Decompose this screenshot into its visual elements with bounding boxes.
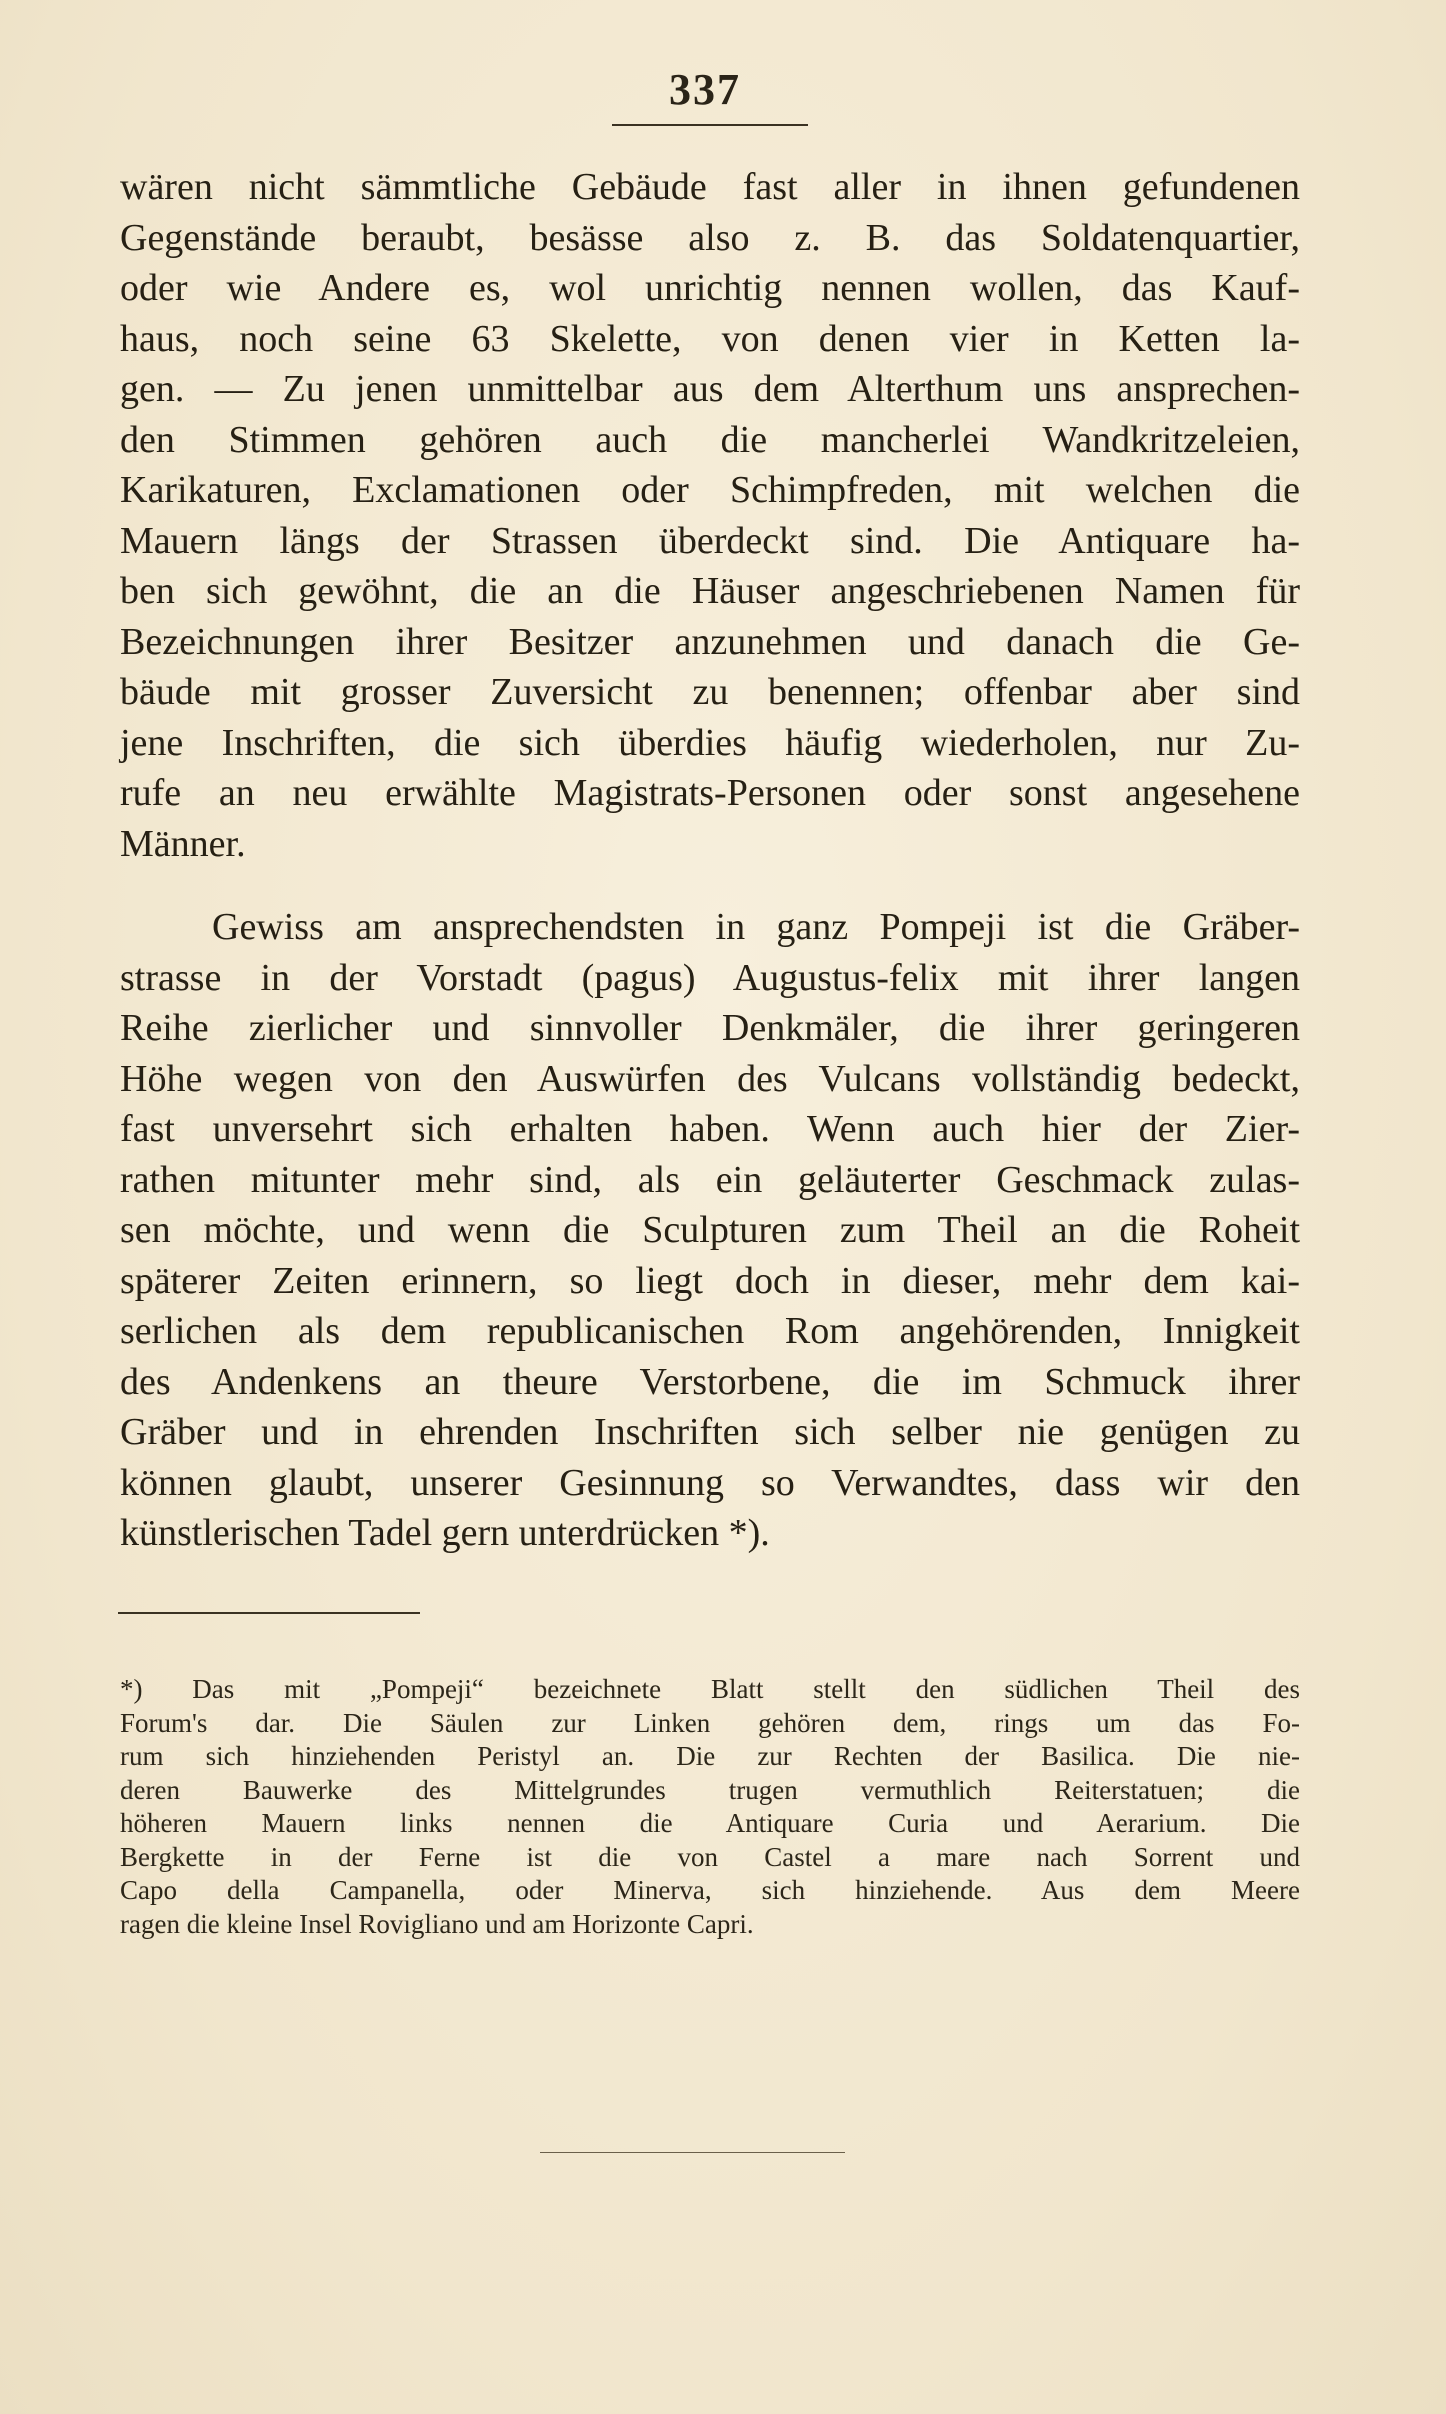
text-line: strasse in der Vorstadt (pagus) Augustus-felix mit ihrer langen: [120, 956, 1300, 999]
text-line: Reihe zierlicher und sinnvoller Denkmäler, die ihrer geringeren: [120, 1007, 1300, 1049]
text-line: jene Inschriften, die sich überdies häufig wiederholen, nur Zu-: [120, 721, 1300, 764]
text-line: Höhe wegen von den Auswürfen des Vulcans vollständig bedeckt,: [120, 1057, 1300, 1100]
footnote-line: *) Das mit „Pompeji“ bezeichnete Blatt stellt den südlichen Theil des: [120, 1674, 1300, 1704]
text-line: fast unversehrt sich erhalten haben. Wenn auch hier der Zier-: [120, 1108, 1300, 1150]
footnote-line: rum sich hinziehenden Peristyl an. Die zur Rechten der Basilica. Die nie-: [120, 1741, 1300, 1771]
text-line: haus, noch seine 63 Skelette, von denen vier in Ketten la-: [120, 317, 1300, 360]
text-line: Bezeichnungen ihrer Besitzer anzunehmen und danach die Ge-: [120, 620, 1300, 663]
text-line: späterer Zeiten erinnern, so liegt doch in dieser, mehr dem kai-: [120, 1259, 1300, 1302]
text-line: wären nicht sämmtliche Gebäude fast aller in ihnen gefundenen: [120, 166, 1300, 208]
footnote-line: Capo della Campanella, oder Minerva, sich hinziehende. Aus dem Meere: [120, 1875, 1300, 1905]
footnote-line: deren Bauwerke des Mittelgrundes trugen vermuthlich Reiterstatuen; die: [120, 1774, 1300, 1805]
page-number-rule: [612, 124, 808, 126]
text-line: Mauern längs der Strassen überdeckt sind. Die Antiquare ha-: [120, 519, 1300, 562]
text-line: Männer.: [120, 822, 246, 865]
text-line: bäude mit grosser Zuversicht zu benennen; offenbar aber sind: [120, 671, 1300, 713]
paragraph-2: [120, 902, 1300, 1559]
text-line: serlichen als dem republicanischen Rom angehörenden, Innigkeit: [120, 1310, 1300, 1352]
text-line: sen möchte, und wenn die Sculpturen zum Theil an die Roheit: [120, 1209, 1300, 1251]
footnote: [120, 1673, 1300, 1941]
text-line: können glaubt, unserer Gesinnung so Verwandtes, dass wir den: [120, 1461, 1300, 1504]
text-line: rufe an neu erwählte Magistrats-Personen oder sonst angesehene: [120, 772, 1300, 814]
text-line: Gewiss am ansprechendsten in ganz Pompeji ist die Gräber-: [212, 906, 1300, 948]
text-line: oder wie Andere es, wol unrichtig nennen wollen, das Kauf-: [120, 267, 1300, 309]
footnote-rule: [118, 1612, 420, 1614]
bottom-rule: [540, 2152, 845, 2153]
text-line: ben sich gewöhnt, die an die Häuser angeschriebenen Namen für: [120, 570, 1300, 612]
text-line: gen. — Zu jenen unmittelbar aus dem Alterthum uns ansprechen-: [120, 368, 1300, 410]
footnote-line: höheren Mauern links nennen die Antiquare Curia und Aerarium. Die: [120, 1808, 1300, 1838]
text-line: den Stimmen gehören auch die mancherlei Wandkritzeleien,: [120, 418, 1300, 461]
page-number: 337: [669, 65, 741, 114]
footnote-line: ragen die kleine Insel Rovigliano und am Horizonte Capri.: [120, 1908, 754, 1939]
text-line: des Andenkens an theure Verstorbene, die im Schmuck ihrer: [120, 1360, 1300, 1403]
footnote-line: Bergkette in der Ferne ist die von Castel a mare nach Sorrent und: [120, 1841, 1300, 1872]
text-line: rathen mitunter mehr sind, als ein geläuterter Geschmack zulas-: [120, 1158, 1300, 1201]
text-line: Gräber und in ehrenden Inschriften sich selber nie genügen zu: [120, 1411, 1300, 1453]
footnote-line: Forum's dar. Die Säulen zur Linken gehören dem, rings um das Fo-: [120, 1707, 1300, 1738]
text-line: Karikaturen, Exclamationen oder Schimpfreden, mit welchen die: [120, 469, 1300, 511]
text-line: Gegenstände beraubt, besässe also z. B. das Soldatenquartier,: [120, 216, 1300, 259]
paragraph-1: [120, 162, 1300, 869]
text-line: künstlerischen Tadel gern unterdrücken *).: [120, 1512, 770, 1554]
